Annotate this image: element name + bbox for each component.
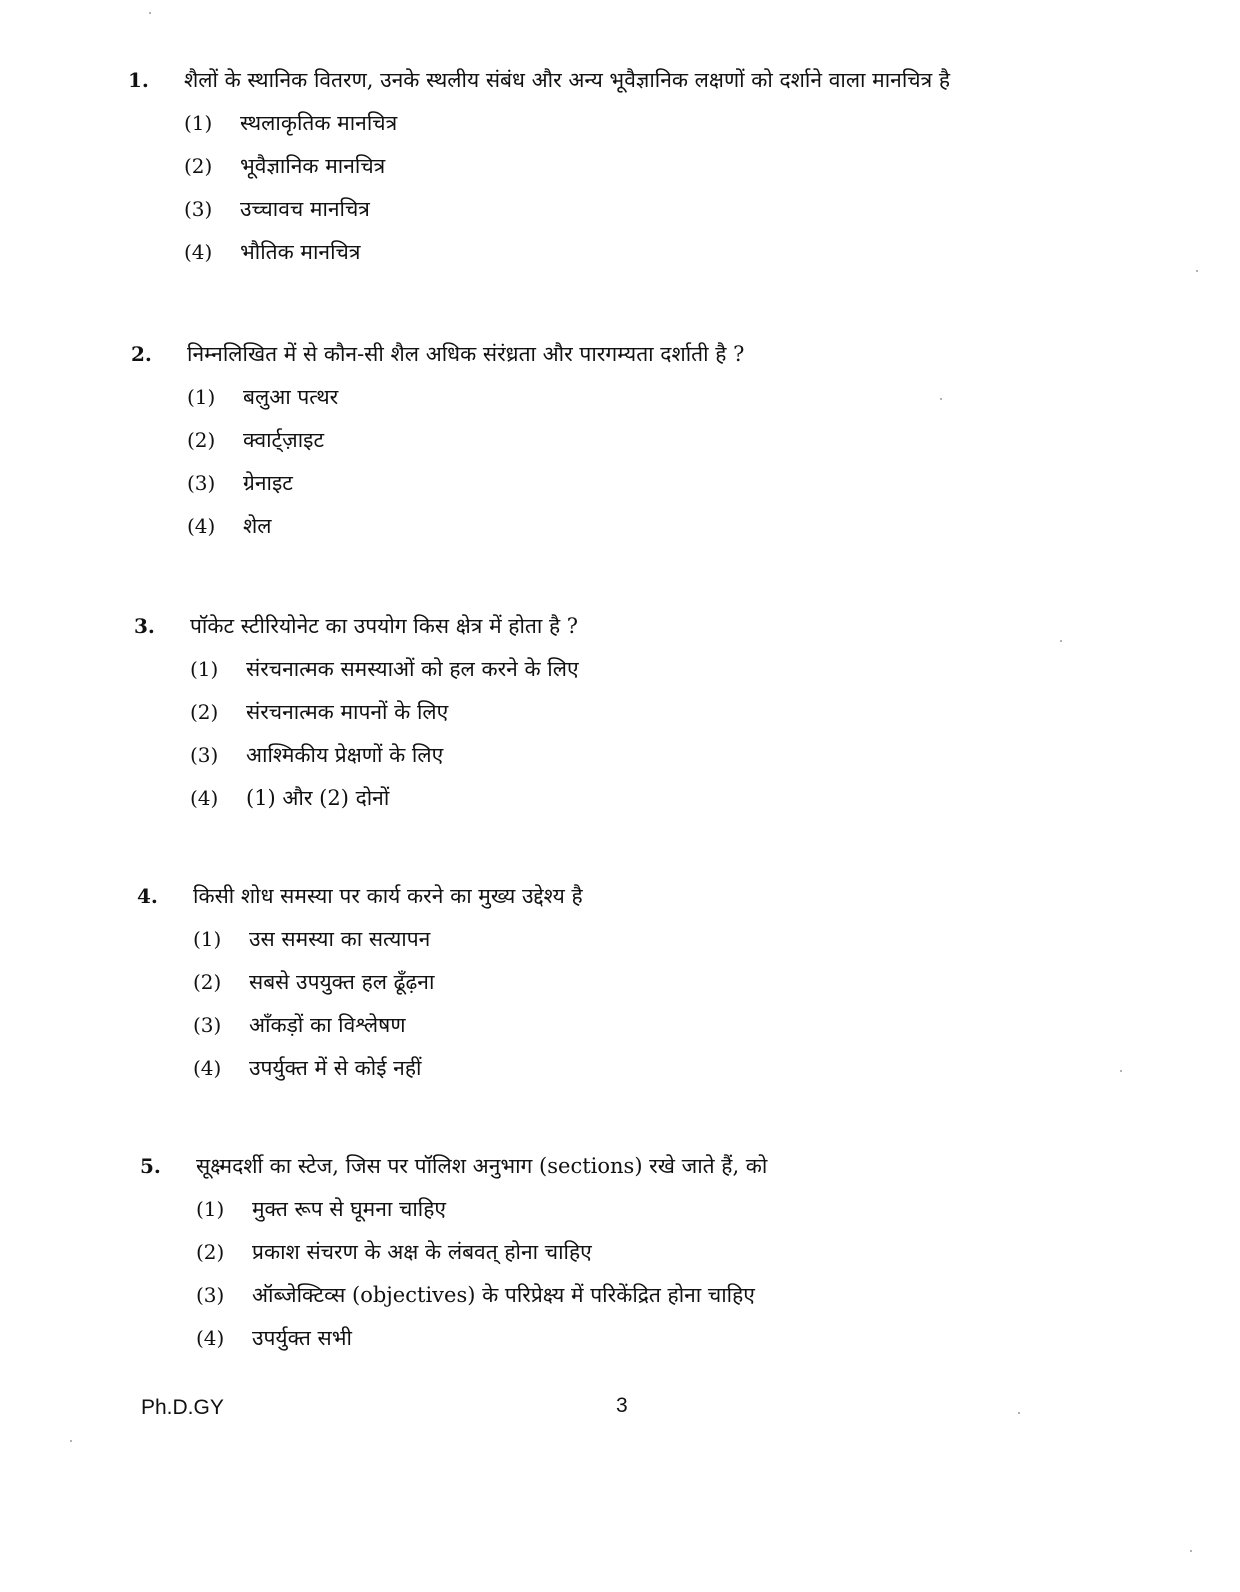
option-3 (196, 1281, 767, 1324)
question-text: शैलों के स्थानिक वितरण, उनके स्थलीय संबंध और अन्य भूवैज्ञानिक लक्षणों को दर्शाने वाला मानचित्र है (184, 68, 951, 92)
question-number: 2. (131, 342, 152, 366)
option-text: उपर्युक्त में से कोई नहीं (249, 1056, 422, 1080)
page-number: 3 (616, 1394, 628, 1417)
option-2 (190, 698, 579, 741)
scan-speck (1018, 1412, 1020, 1414)
option-3 (187, 469, 744, 512)
option-2 (193, 968, 583, 1011)
option-text: प्रकाश संचरण के अक्ष के लंबवत् होना चाहिए (252, 1240, 592, 1264)
question-header (134, 612, 579, 640)
question-number: 5. (140, 1154, 161, 1178)
question-header (140, 1152, 767, 1180)
option-text: स्थलाकृतिक मानचित्र (240, 111, 398, 135)
option-label: (4) (190, 786, 219, 810)
scan-speck (1190, 1550, 1192, 1552)
option-3 (190, 741, 579, 784)
option-4 (187, 512, 744, 555)
option-1 (187, 383, 744, 426)
option-text: मुक्त रूप से घूमना चाहिए (252, 1197, 446, 1221)
options-list (184, 109, 950, 281)
options-list (196, 1195, 767, 1367)
question-number: 4. (137, 884, 158, 908)
option-label: (2) (196, 1240, 225, 1264)
option-2 (196, 1238, 767, 1281)
options-list (193, 925, 583, 1097)
option-text: (1) और (2) दोनों (246, 786, 390, 810)
options-list (190, 655, 579, 827)
option-label: (1) (196, 1197, 225, 1221)
scan-speck (1196, 270, 1198, 272)
option-2 (184, 152, 950, 195)
option-label: (3) (184, 197, 213, 221)
question-number: 3. (134, 614, 155, 638)
option-text: भौतिक मानचित्र (240, 240, 361, 264)
question-5 (140, 1152, 767, 1367)
question-3 (134, 612, 579, 827)
option-text: उपर्युक्त सभी (252, 1326, 352, 1350)
option-label: (3) (193, 1013, 222, 1037)
option-text: ग्रेनाइट (243, 471, 293, 495)
question-header (137, 882, 583, 910)
option-1 (196, 1195, 767, 1238)
option-label: (1) (184, 111, 213, 135)
scan-speck (1060, 640, 1062, 642)
option-3 (184, 195, 950, 238)
option-label: (3) (190, 743, 219, 767)
scan-speck (70, 1440, 72, 1442)
option-text: उच्चावच मानचित्र (240, 197, 370, 221)
option-label: (2) (193, 970, 222, 994)
option-label: (2) (187, 428, 216, 452)
scan-speck (940, 398, 942, 400)
option-text: बलुआ पत्थर (243, 385, 339, 409)
option-text: शेल (243, 514, 272, 538)
question-2 (131, 340, 744, 555)
option-label: (4) (187, 514, 216, 538)
question-1 (128, 66, 950, 281)
option-3 (193, 1011, 583, 1054)
option-text: आश्मिकीय प्रेक्षणों के लिए (246, 743, 444, 767)
question-text: किसी शोध समस्या पर कार्य करने का मुख्य उद्देश्य है (193, 884, 583, 908)
option-text: आँकड़ों का विश्लेषण (249, 1013, 406, 1037)
option-label: (1) (190, 657, 219, 681)
scan-speck (1120, 1070, 1122, 1072)
option-label: (2) (190, 700, 219, 724)
option-label: (4) (184, 240, 213, 264)
option-text: ऑब्जेक्टिव्स (objectives) के परिप्रेक्ष्य में परिकेंद्रित होना चाहिए (252, 1283, 755, 1307)
option-1 (184, 109, 950, 152)
question-text: सूक्ष्मदर्शी का स्टेज, जिस पर पॉलिश अनुभाग (sections) रखे जाते हैं, को (196, 1154, 768, 1178)
option-text: संरचनात्मक मापनों के लिए (246, 700, 449, 724)
option-text: संरचनात्मक समस्याओं को हल करने के लिए (246, 657, 579, 681)
option-label: (4) (193, 1056, 222, 1080)
option-label: (3) (196, 1283, 225, 1307)
option-1 (193, 925, 583, 968)
option-text: सबसे उपयुक्त हल ढूँढ़ना (249, 970, 435, 994)
question-text: निम्नलिखित में से कौन-सी शैल अधिक संरंध्रता और पारगम्यता दर्शाती है ? (187, 342, 745, 366)
option-text: क्वार्ट्ज़ाइट (243, 428, 325, 452)
option-label: (3) (187, 471, 216, 495)
paper-code: Ph.D.GY (141, 1396, 224, 1419)
question-header (128, 66, 950, 94)
option-4 (193, 1054, 583, 1097)
option-text: उस समस्या का सत्यापन (249, 927, 431, 951)
question-text: पॉकेट स्टीरियोनेट का उपयोग किस क्षेत्र में होता है ? (190, 614, 579, 638)
option-4 (190, 784, 579, 827)
option-label: (1) (187, 385, 216, 409)
question-number: 1. (128, 68, 149, 92)
options-list (187, 383, 744, 555)
option-4 (184, 238, 950, 281)
option-1 (190, 655, 579, 698)
option-label: (2) (184, 154, 213, 178)
scan-speck (149, 12, 151, 14)
option-4 (196, 1324, 767, 1367)
question-header (131, 340, 744, 368)
option-label: (1) (193, 927, 222, 951)
option-2 (187, 426, 744, 469)
option-text: भूवैज्ञानिक मानचित्र (240, 154, 386, 178)
option-label: (4) (196, 1326, 225, 1350)
question-4 (137, 882, 583, 1097)
